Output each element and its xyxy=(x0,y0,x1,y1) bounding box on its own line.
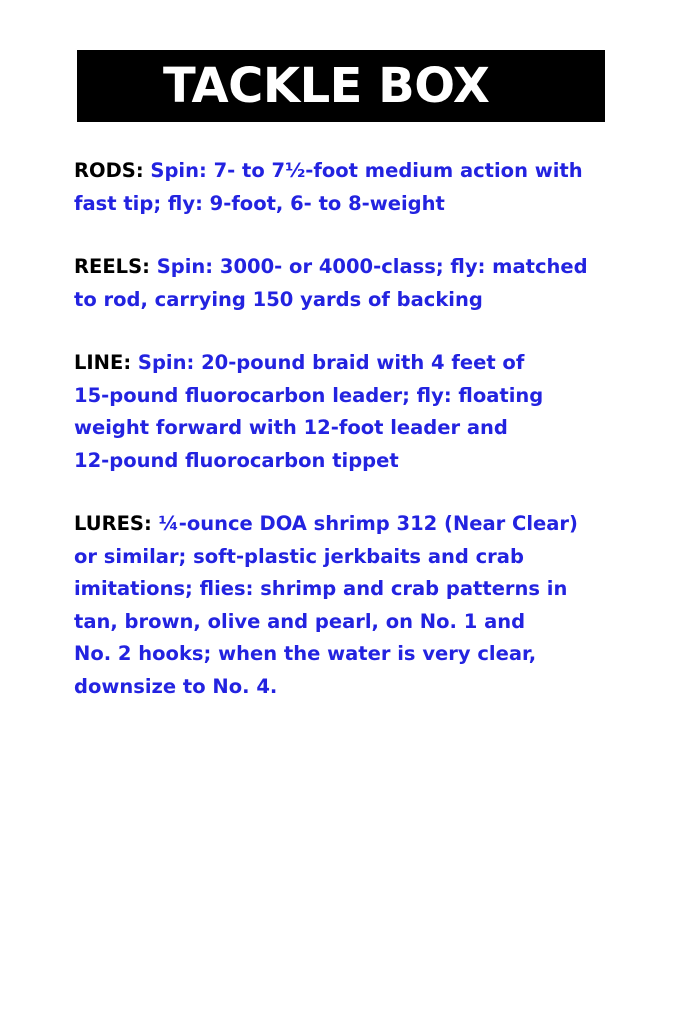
title-banner xyxy=(77,50,605,122)
section-label: LINE: xyxy=(74,351,132,374)
section-text: downsize to No. 4. xyxy=(74,674,278,698)
section-line-spec xyxy=(74,347,634,477)
section-lures xyxy=(74,508,634,703)
section-text: Spin: 3000- or 4000-class; fly: matched xyxy=(156,255,588,278)
section-text: weight forward with 12-foot leader and xyxy=(74,416,508,439)
section-line xyxy=(74,508,634,541)
section-text: 15-pound fluorocarbon leader; fly: floating xyxy=(74,383,544,407)
section-text: Spin: 7- to 7½-foot medium action with xyxy=(150,159,583,182)
section-label: REELS: xyxy=(74,255,150,278)
section-text: No. 2 hooks; when the water is very clear, xyxy=(74,642,537,665)
page-title: TACKLE BOX xyxy=(163,58,490,114)
section-text: to rod, carrying 150 yards of backing xyxy=(74,287,483,311)
section-line xyxy=(74,251,634,284)
section-reels xyxy=(74,251,634,316)
section-text: tan, brown, olive and pearl, on No. 1 and xyxy=(74,609,526,633)
section-text: Spin: 20-pound braid with 4 feet of xyxy=(137,351,525,374)
section-text: or similar; soft-plastic jerkbaits and crab xyxy=(74,544,524,568)
section-label: RODS: xyxy=(74,159,144,182)
section-label: LURES: xyxy=(74,512,152,535)
section-rods xyxy=(74,155,634,220)
tackle-list xyxy=(74,155,634,734)
section-line xyxy=(74,155,634,188)
section-text: fast tip; fly: 9-foot, 6- to 8-weight xyxy=(74,191,445,215)
section-line xyxy=(74,347,634,380)
section-text: 12-pound fluorocarbon tippet xyxy=(74,448,399,472)
section-text: ¼-ounce DOA shrimp 312 (Near Clear) xyxy=(158,512,578,535)
section-text: imitations; flies: shrimp and crab patterns in xyxy=(74,577,568,600)
